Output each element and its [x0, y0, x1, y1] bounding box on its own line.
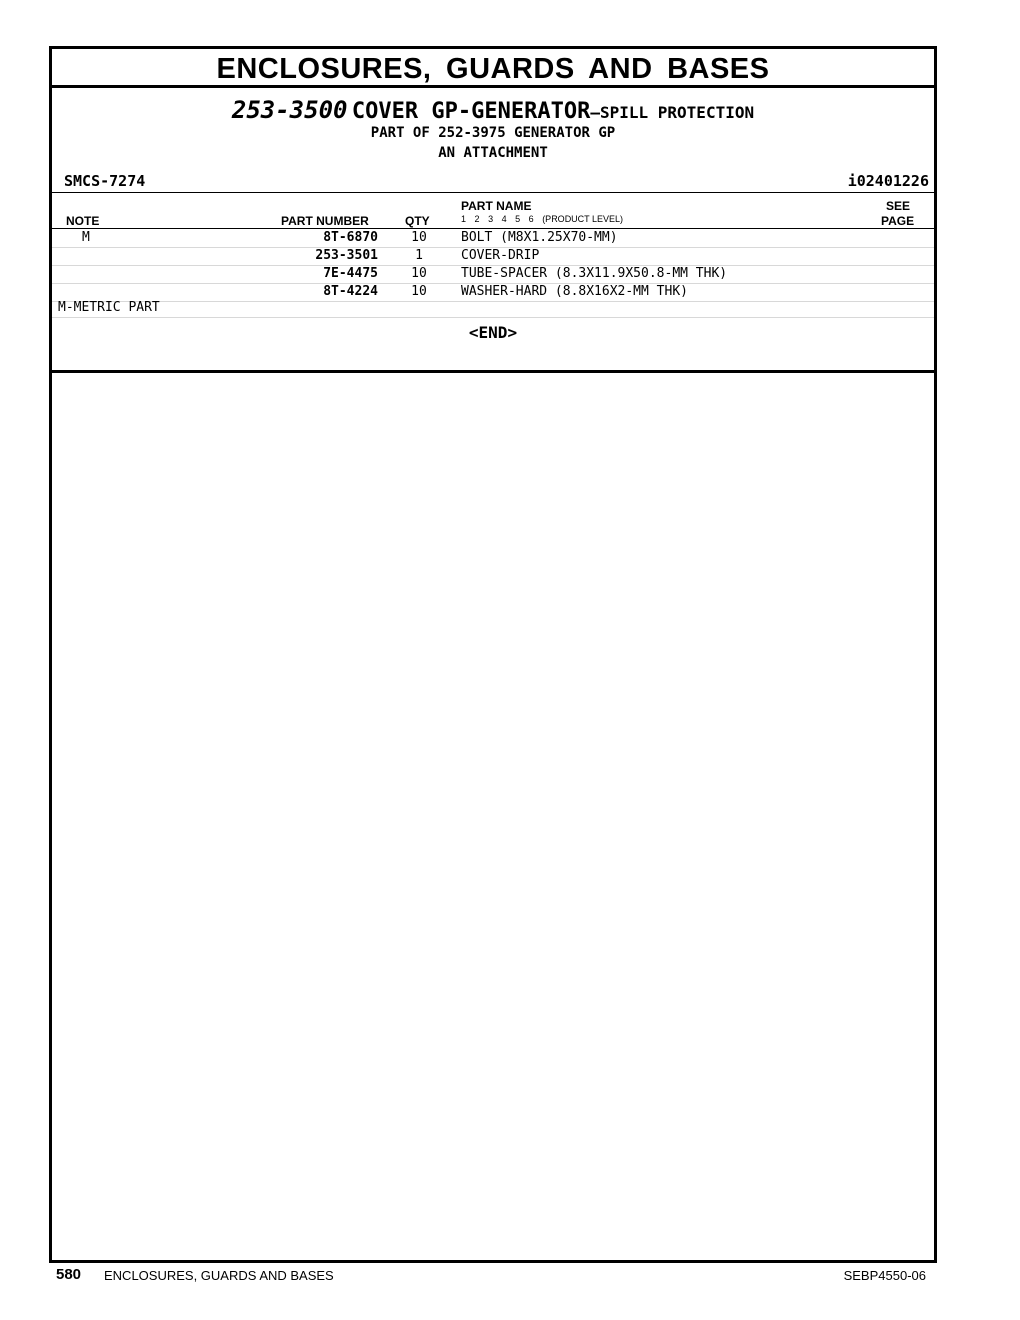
row-part-number: 253-3501: [315, 248, 378, 263]
parts-group-block: [52, 88, 934, 373]
part-of-line: PART OF 252-3975 GENERATOR GP: [370, 125, 616, 141]
row-note: M: [82, 230, 90, 245]
col-see-header: SEE: [886, 199, 911, 213]
product-level-labels: [461, 214, 623, 224]
level-4: 4: [501, 214, 507, 224]
smcs-code: SMCS-7274: [64, 172, 146, 190]
illustration-id: i02401226: [847, 172, 929, 190]
group-name: COVER GP-GENERATOR: [351, 99, 591, 124]
footnote-rule: [52, 317, 934, 318]
row-qty: 1: [415, 248, 423, 263]
col-note-header: NOTE: [66, 214, 100, 228]
level-2: 2: [474, 214, 480, 224]
level-5: 5: [515, 214, 521, 224]
level-3: 3: [488, 214, 494, 224]
row-part-name: WASHER-HARD (8.8X16X2-MM THK): [461, 284, 688, 299]
header-rule: [52, 192, 934, 193]
row-part-number: 8T-6870: [323, 230, 378, 245]
table-row: [52, 283, 934, 302]
col-part-number-header: PART NUMBER: [281, 214, 369, 228]
document-number: SEBP4550-06: [843, 1268, 926, 1283]
page-number: 580: [56, 1266, 82, 1283]
col-qty-header: QTY: [405, 214, 430, 228]
col-page-header: PAGE: [881, 214, 915, 228]
level-6: 6: [528, 214, 534, 224]
section-title: ENCLOSURES, GUARDS AND BASES: [52, 49, 934, 88]
row-part-name: TUBE-SPACER (8.3X11.9X50.8-MM THK): [461, 266, 728, 281]
col-part-name-header: PART NAME: [461, 199, 532, 213]
footer-title: ENCLOSURES, GUARDS AND BASES: [104, 1268, 334, 1283]
table-row: [52, 247, 934, 266]
end-marker: <END>: [468, 323, 518, 342]
row-qty: 10: [411, 230, 427, 245]
row-part-name: COVER-DRIP: [461, 248, 540, 263]
metric-footnote: M-METRIC PART: [58, 300, 160, 315]
group-description: —SPILL PROTECTION: [590, 103, 755, 122]
row-qty: 10: [411, 266, 427, 281]
row-part-name: BOLT (M8X1.25X70-MM): [461, 230, 618, 245]
page-frame: [49, 46, 937, 1263]
row-qty: 10: [411, 284, 427, 299]
row-part-number: 7E-4475: [323, 266, 378, 281]
group-title: [52, 96, 934, 124]
product-level-label: (PRODUCT LEVEL): [542, 214, 624, 224]
table-row: [52, 265, 934, 284]
table-row: [52, 229, 934, 248]
level-1: 1: [461, 214, 467, 224]
row-part-number: 8T-4224: [323, 284, 378, 299]
group-part-number: 253-3500: [231, 96, 348, 124]
attachment-line: AN ATTACHMENT: [438, 145, 548, 161]
